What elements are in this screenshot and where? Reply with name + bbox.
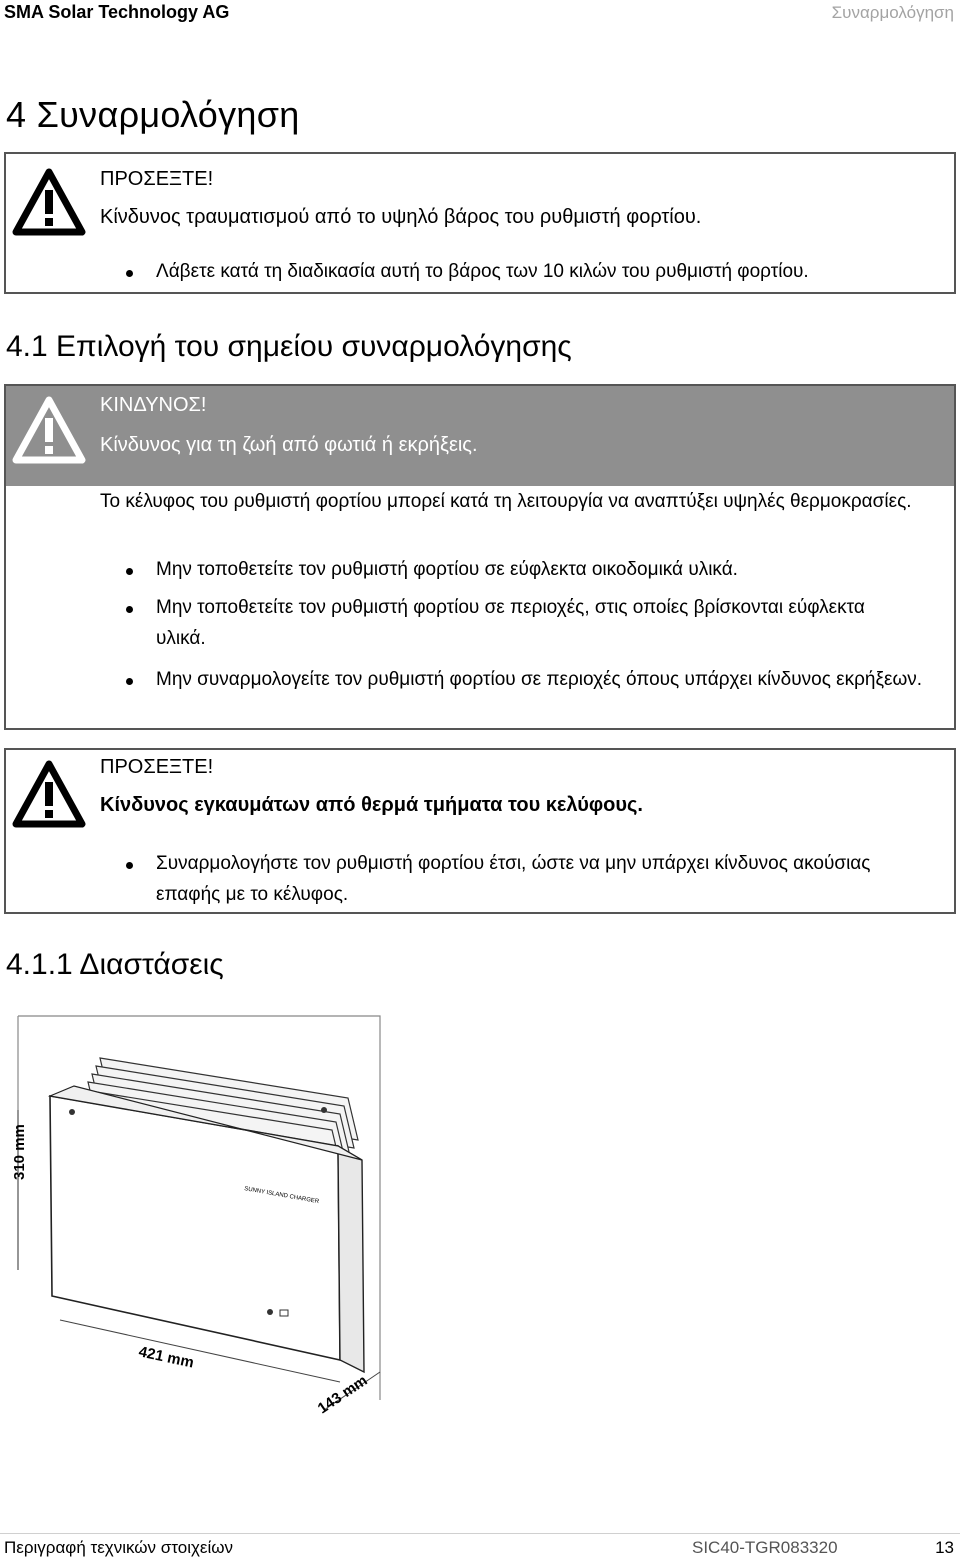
height-label: 310 mm — [11, 1124, 28, 1180]
enclosure-side — [338, 1146, 364, 1372]
section-title-4-1: 4.1 Επιλογή του σημείου συναρμολόγησης — [6, 330, 572, 363]
warning-triangle-icon — [12, 168, 86, 236]
footer-doc-code: SIC40-TGR083320 — [692, 1538, 838, 1557]
danger-instruction-1: Μην τοποθετείτε τον ρυθμιστή φορτίου σε εύφλεκτα οικοδομικά υλικά. — [156, 559, 738, 580]
danger-instruction-3: Μην συναρμολογείτε τον ρυθμιστή φορτίου σε περιοχές όπους υπάρχει κίνδυνος εκρήξεων. — [156, 669, 923, 690]
footer-page-number: 13 — [935, 1538, 954, 1557]
danger-signal-word: ΚΙΝΔΥΝΟΣ! — [100, 394, 207, 416]
bullet-dot — [126, 678, 133, 685]
warning-triangle-icon — [12, 760, 86, 828]
screw-icon — [69, 1109, 75, 1115]
footer-doc-title: Περιγραφή τεχνικών στοιχείων — [4, 1538, 234, 1557]
bullet-dot — [126, 270, 133, 277]
footer-divider — [0, 1533, 960, 1534]
caution-box-weight — [4, 152, 956, 294]
danger-box-fire — [4, 384, 956, 730]
caution-signal-word: ΠΡΟΣΕΞΤΕ! — [100, 168, 214, 190]
bullet-dot — [126, 606, 133, 613]
caution-instruction: Λάβετε κατά τη διαδικασία αυτή το βάρος των 10 κιλών του ρυθμιστή φορτίου. — [156, 261, 809, 282]
header-section: Συναρμολόγηση — [831, 3, 954, 22]
screw-icon — [321, 1107, 327, 1113]
bullet-dot — [126, 862, 133, 869]
warning-triangle-icon — [12, 396, 86, 464]
section-title-4-1-1: 4.1.1 Διαστάσεις — [6, 948, 224, 981]
danger-description: Το κέλυφος του ρυθμιστή φορτίου μπορεί κατά τη λειτουργία να αναπτύξει υψηλές θερμοκρασίες. — [100, 491, 912, 512]
caution-box-burns — [4, 748, 956, 914]
caution-signal-word: ΠΡΟΣΕΞΤΕ! — [100, 756, 214, 778]
depth-label: 143 mm — [314, 1371, 371, 1418]
danger-instruction-2: Μην τοποθετείτε τον ρυθμιστή φορτίου σε περιοχές, στις οποίες βρίσκονται εύφλεκτα υλικά. — [156, 597, 865, 649]
danger-hazard-text: Κίνδυνος για τη ζωή από φωτιά ή εκρήξεις. — [100, 434, 478, 456]
bullet-dot — [126, 568, 133, 575]
device-brand-label: SUNNY ISLAND CHARGER — [243, 1186, 320, 1206]
header-company: SMA Solar Technology AG — [4, 2, 230, 22]
caution-instruction: Συναρμολογήστε τον ρυθμιστή φορτίου έτσι, ώστε να μην υπάρχει κίνδυνος ακούσιας επαφής με το κέλυφος. — [156, 853, 871, 905]
caution-hazard-text: Κίνδυνος εγκαυμάτων από θερμά τμήματα του κελύφους. — [100, 794, 643, 816]
screw-icon — [267, 1309, 273, 1315]
chapter-title: 4 Συναρμολόγηση — [6, 94, 300, 135]
caution-hazard-text: Κίνδυνος τραυματισμού από το υψηλό βάρος του ρυθμιστή φορτίου. — [100, 206, 702, 228]
device-dimension-drawing — [0, 1000, 420, 1440]
width-label: 421 mm — [137, 1343, 196, 1372]
